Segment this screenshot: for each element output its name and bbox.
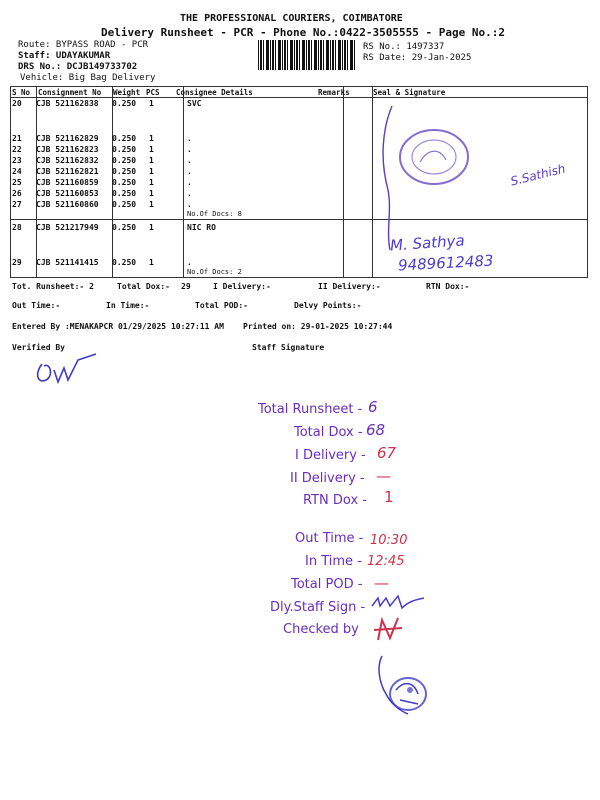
summary-value: 67 bbox=[377, 444, 397, 462]
barcode bbox=[258, 40, 356, 70]
table-row-sno: 20 bbox=[12, 99, 22, 108]
table-row-weight: 0.250 bbox=[112, 167, 137, 176]
bottom-stamp bbox=[372, 650, 442, 720]
table-row-weight: 0.250 bbox=[112, 134, 137, 143]
table-row-pcs: 1 bbox=[149, 156, 154, 165]
table-row-sno: 28 bbox=[12, 223, 22, 232]
summary-label: Total Dox - bbox=[294, 425, 363, 440]
table-row-weight: 0.250 bbox=[112, 156, 137, 165]
table-row-consignee: . bbox=[187, 178, 192, 187]
table-row-consignment: CJB 521160853 bbox=[36, 189, 99, 198]
total-runsheet: Tot. Runsheet:- 2 bbox=[12, 282, 94, 291]
rs-number: RS No.: 1497337 bbox=[363, 42, 445, 52]
delvy-points: Delvy Points:- bbox=[294, 301, 362, 310]
staff-signature: Staff Signature bbox=[252, 343, 325, 352]
printed-on: Printed on: 29-01-2025 10:27:44 bbox=[243, 322, 393, 331]
table-row-pcs: 1 bbox=[149, 200, 154, 209]
table-row-consignee: NIC RO bbox=[187, 223, 216, 232]
table-row-pcs: 1 bbox=[149, 145, 154, 154]
table-row-consignment: CJB 521141415 bbox=[36, 258, 99, 267]
col-header-pcs: PCS bbox=[146, 88, 160, 97]
summary-label: Dly.Staff Sign - bbox=[270, 600, 366, 615]
table-row-weight: 0.250 bbox=[112, 258, 137, 267]
summary-value: 68 bbox=[366, 421, 386, 439]
entered-by: Entered By :MENAKAPCR 01/29/2025 10:27:11 AM bbox=[12, 322, 224, 331]
docs-count: No.Of Docs: 2 bbox=[187, 268, 242, 276]
table-row-consignee: . bbox=[187, 156, 192, 165]
table-row-consignee: . bbox=[187, 167, 192, 176]
rtn-dox: RTN Dox:- bbox=[426, 282, 470, 291]
total-pod: Total POD:- bbox=[195, 301, 248, 310]
table-row-pcs: 1 bbox=[149, 99, 154, 108]
table-row-consignment: CJB 521160859 bbox=[36, 178, 99, 187]
col-header-sno: S No bbox=[12, 88, 31, 97]
col-header-consignment: Consignment No bbox=[38, 88, 102, 97]
summary-label: I Delivery - bbox=[295, 448, 366, 463]
signature-right: S.Sathish bbox=[509, 161, 567, 189]
summary-label: In Time - bbox=[305, 554, 362, 569]
col-header-remarks: Remarks bbox=[318, 88, 350, 97]
table-row-consignee: . bbox=[187, 189, 192, 198]
verified-by: Verified By bbox=[12, 343, 65, 352]
summary-value: — bbox=[374, 574, 389, 592]
verifier-signature bbox=[32, 352, 102, 387]
table-row-sno: 26 bbox=[12, 189, 22, 198]
table-row-weight: 0.250 bbox=[112, 145, 137, 154]
table-row-pcs: 1 bbox=[149, 178, 154, 187]
col-header-consignee: Consignee Details bbox=[176, 88, 253, 97]
table-row-weight: 0.250 bbox=[112, 99, 137, 108]
route-label: Route: BYPASS ROAD - PCR bbox=[18, 40, 149, 50]
col-header-seal: Seal & Signature bbox=[373, 88, 446, 97]
table-row-pcs: 1 bbox=[149, 258, 154, 267]
table-row-sno: 27 bbox=[12, 200, 22, 209]
table-row-sno: 24 bbox=[12, 167, 22, 176]
runsheet-title: Delivery Runsheet - PCR - Phone No.:0422-3505555 - Page No.:2 bbox=[101, 26, 505, 39]
summary-value: 10:30 bbox=[370, 533, 408, 548]
table-row-consignee: SVC bbox=[187, 99, 202, 108]
docs-count: No.Of Docs: 8 bbox=[187, 210, 242, 218]
table-row-consignment: CJB 521162829 bbox=[36, 134, 99, 143]
summary-label: Out Time - bbox=[295, 531, 364, 546]
table-row-consignee: . bbox=[187, 145, 192, 154]
table-row-sno: 21 bbox=[12, 134, 22, 143]
table-row-consignee: . bbox=[187, 258, 192, 267]
in-time: In Time:- bbox=[106, 301, 150, 310]
drs-number: DRS No.: DCJB149733702 bbox=[18, 62, 138, 72]
summary-value: 1 bbox=[384, 488, 394, 506]
table-row-pcs: 1 bbox=[149, 134, 154, 143]
table-row-consignment: CJB 521217949 bbox=[36, 223, 99, 232]
table-row-pcs: 1 bbox=[149, 223, 154, 232]
table-row-weight: 0.250 bbox=[112, 178, 137, 187]
table-row-weight: 0.250 bbox=[112, 189, 137, 198]
table-row-consignment: CJB 521162821 bbox=[36, 167, 99, 176]
table-row-consignment: CJB 521162823 bbox=[36, 145, 99, 154]
summary-value: 12:45 bbox=[367, 554, 405, 569]
table-row-sno: 29 bbox=[12, 258, 22, 267]
table-row-pcs: 1 bbox=[149, 189, 154, 198]
table-row-consignee: . bbox=[187, 134, 192, 143]
summary-label: II Delivery - bbox=[290, 471, 365, 486]
summary-label: Total POD - bbox=[291, 577, 363, 592]
summary-label: Checked by bbox=[283, 622, 359, 637]
table-row-weight: 0.250 bbox=[112, 223, 137, 232]
table-row-consignment: CJB 521162832 bbox=[36, 156, 99, 165]
summary-label: Total Runsheet - bbox=[258, 402, 363, 417]
table-row-consignment: CJB 521162838 bbox=[36, 99, 99, 108]
i-delivery: I Delivery:- bbox=[213, 282, 271, 291]
out-time: Out Time:- bbox=[12, 301, 61, 310]
summary-label: RTN Dox - bbox=[303, 493, 367, 508]
table-row-consignment: CJB 521160860 bbox=[36, 200, 99, 209]
staff-sign-scribble bbox=[368, 592, 428, 614]
handwritten-name: M. Sathya bbox=[389, 231, 466, 255]
table-row-sno: 25 bbox=[12, 178, 22, 187]
vehicle-label: Vehicle: Big Bag Delivery bbox=[20, 73, 156, 83]
table-row-consignee: . bbox=[187, 200, 192, 209]
table-row-pcs: 1 bbox=[149, 167, 154, 176]
table-row-weight: 0.250 bbox=[112, 200, 137, 209]
checked-by-mark bbox=[368, 614, 418, 644]
company-name: THE PROFESSIONAL COURIERS, COIMBATORE bbox=[180, 13, 403, 24]
table-row-sno: 22 bbox=[12, 145, 22, 154]
total-dox-label: Total Dox:- bbox=[117, 282, 170, 291]
table-row-sno: 23 bbox=[12, 156, 22, 165]
ii-delivery: II Delivery:- bbox=[318, 282, 381, 291]
summary-value: 6 bbox=[368, 398, 378, 416]
total-dox-value: 29 bbox=[181, 282, 191, 291]
staff-label: Staff: UDAYAKUMAR bbox=[18, 51, 111, 61]
col-header-weight: Weight bbox=[113, 88, 141, 97]
summary-value: — bbox=[376, 467, 391, 485]
rs-date: RS Date: 29-Jan-2025 bbox=[363, 53, 472, 63]
handwritten-phone: 9489612483 bbox=[397, 251, 494, 275]
